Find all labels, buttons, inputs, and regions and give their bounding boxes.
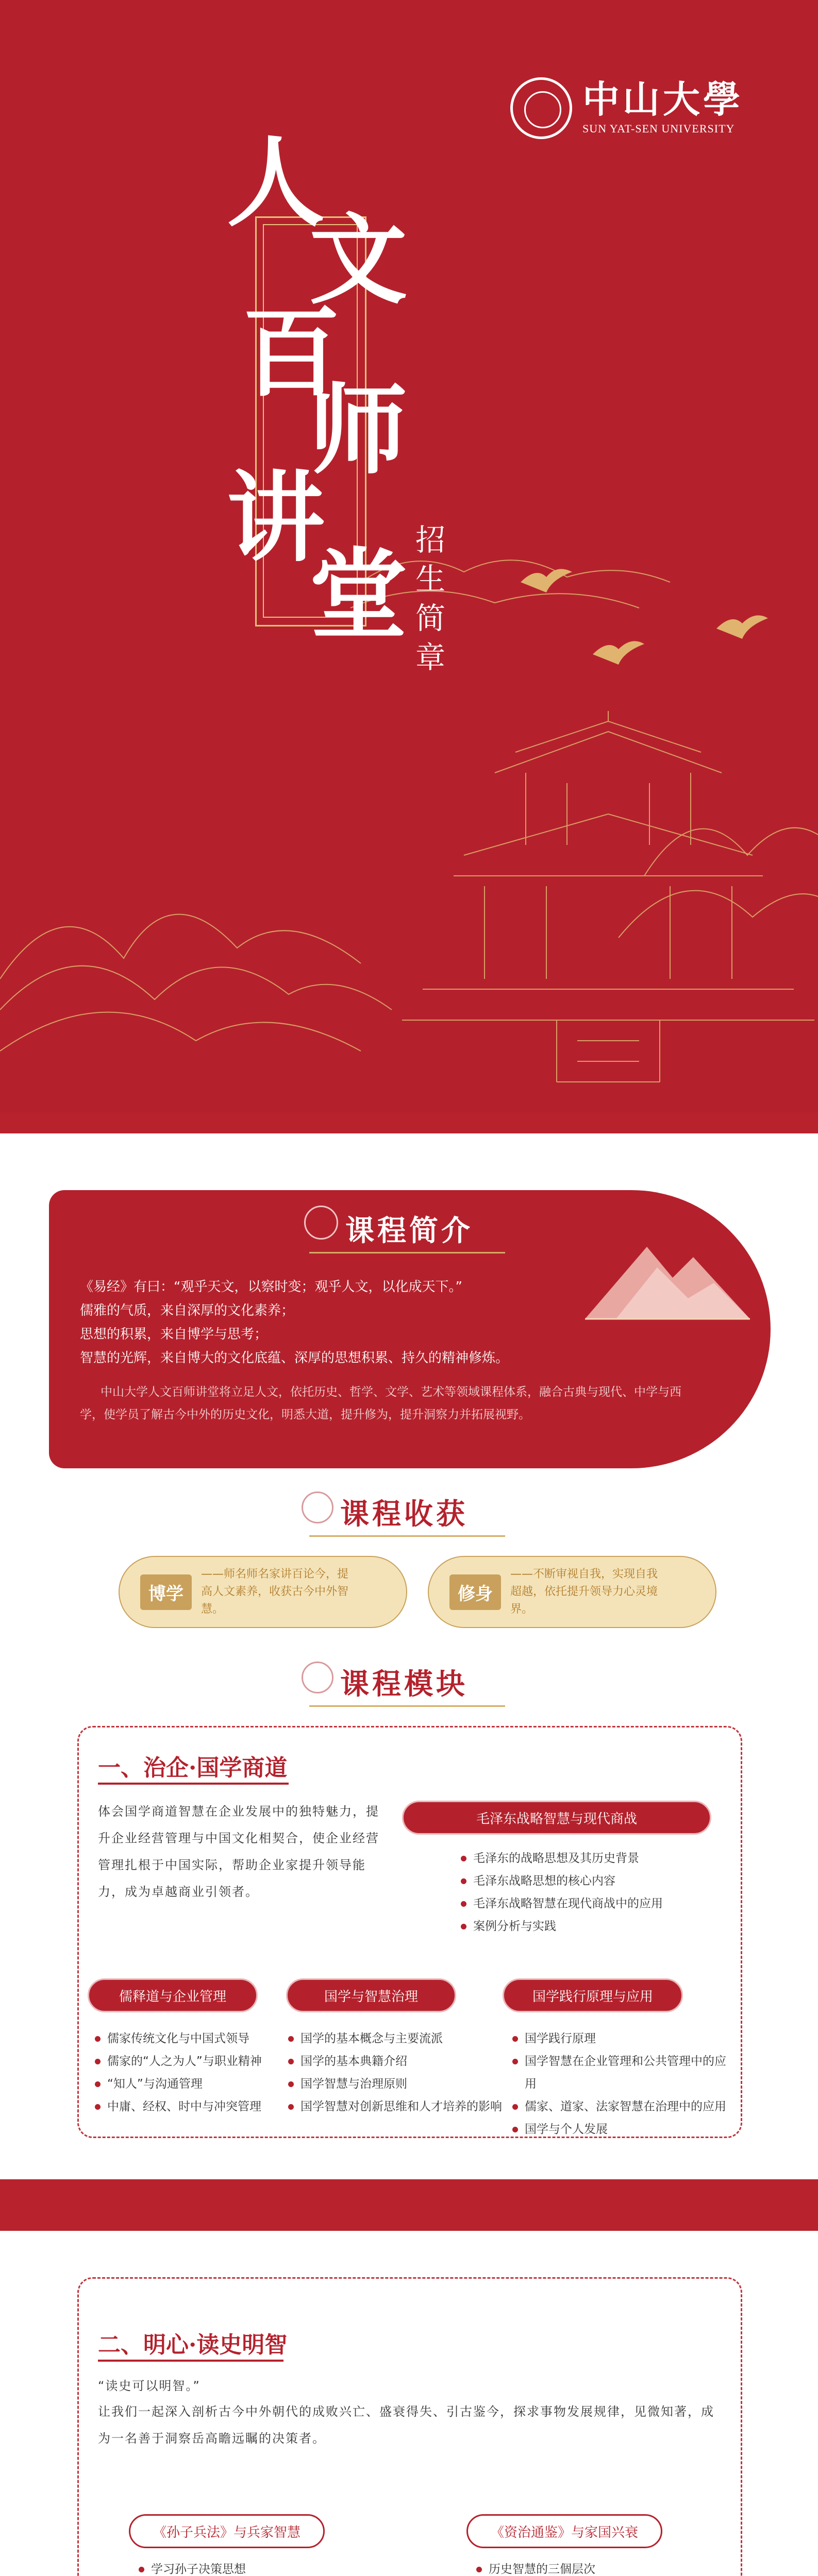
university-seal-icon <box>510 77 572 139</box>
list-item: 国学与个人发展 <box>510 2118 737 2141</box>
module-1-title: 一、治企·国学商道 <box>98 1755 288 1781</box>
list-item: 学习孙子决策思想 <box>137 2558 353 2576</box>
module-2-block-1-list <box>137 2558 353 2576</box>
module-2-block-1-pill: 《孙子兵法》与兵家智慧 <box>129 2514 325 2548</box>
list-item: “知人”与沟通管理 <box>93 2073 278 2095</box>
list-item: 案例分析与实践 <box>459 1915 727 1938</box>
subtitle-char-3: 简 <box>415 601 445 636</box>
title-char-3: 百 <box>242 295 341 410</box>
list-item: 儒家传统文化与中国式领导 <box>93 2027 278 2050</box>
list-item: 儒家、道家、法家智慧在治理中的应用 <box>510 2095 737 2118</box>
logo-en: SUN YAT-SEN UNIVERSITY <box>582 122 735 135</box>
list-item: 毛泽东战略智慧在现代商战中的应用 <box>459 1892 727 1915</box>
list-item: 国学智慧对创新思维和人才培养的影响 <box>286 2095 503 2118</box>
intro-line-2: 儒雅的气质，来自深厚的文化素养； <box>80 1303 295 1318</box>
intro-title-underline <box>309 1252 505 1253</box>
intro-seal-icon <box>304 1206 338 1240</box>
intro-title: 课程简介 <box>345 1214 473 1248</box>
module-1-col-1-pill: 儒释道与企业管理 <box>88 1978 258 2012</box>
list-item: 毛泽东的战略思想及其历史背景 <box>459 1847 727 1870</box>
module-2-para: 让我们一起深入剖析古今中外朝代的成败兴亡、盛衰得失、引古鉴今，探求事物发展规律，见微知著，成为一名善于洞察岳高瞻远瞩的决策者。 <box>98 2404 714 2446</box>
module-1-col-2-pill: 国学与智慧治理 <box>286 1978 456 2012</box>
gain-text-1: ——师名师名家讲百论今，提高人文素养，收获古今中外智慧。 <box>201 1568 349 1616</box>
module-1-col-1-list <box>93 2027 278 2118</box>
list-item: 国学智慧在企业管理和公共管理中的应用 <box>510 2050 737 2095</box>
module-1-para: 体会国学商道智慧在企业发展中的独特魅力，提升企业经营管理与中国文化相契合，使企业经营管理扎根于中国实际，帮助企业家提升领导能力，成为卓越商业引领者。 <box>98 1804 379 1899</box>
subtitle-char-1: 招 <box>415 522 445 557</box>
gain-card-1 <box>119 1556 407 1628</box>
gains-title-underline <box>309 1535 505 1537</box>
title-char-1: 人 <box>227 125 325 240</box>
module-1-right-pill: 毛泽东战略智慧与现代商战 <box>402 1801 711 1835</box>
module-1-col-3-pill: 国学践行原理与应用 <box>503 1978 683 2012</box>
subtitle-char-4: 章 <box>415 640 445 675</box>
modules-title: 课程模块 <box>340 1667 468 1701</box>
module-1-right-list <box>459 1847 727 1938</box>
modules-seal-icon <box>302 1662 333 1693</box>
intro-lines <box>80 1275 647 1370</box>
module-2-block-2-pill: 《资治通鉴》与家国兴衰 <box>466 2514 662 2548</box>
list-item: 儒家的“人之为人”与职业精神 <box>93 2050 278 2073</box>
module-1-underline <box>98 1783 289 1785</box>
intro-line-1: 《易经》有曰：“观乎天文，以察时变；观乎人文，以化成天下。” <box>80 1279 462 1295</box>
gain-key-1: 博学 <box>140 1574 192 1610</box>
list-item: 历史智慧的三個层次 <box>474 2558 701 2576</box>
title-char-6: 堂 <box>309 537 408 652</box>
hero-subtitle <box>412 520 448 677</box>
module-2-underline <box>98 2360 283 2362</box>
list-item: 毛泽东战略思想的核心内容 <box>459 1870 727 1892</box>
list-item: 国学践行原理 <box>510 2027 737 2050</box>
module-1-col-3-list <box>510 2027 737 2141</box>
module-2-title: 二、明心·读史明智 <box>98 2332 288 2358</box>
logo-cn: 中山大學 <box>582 77 744 121</box>
modules-title-underline <box>309 1705 505 1707</box>
module-2-block-2-list <box>474 2558 701 2576</box>
gains-seal-icon <box>302 1492 333 1523</box>
module-2-quote: “读史可以明智。” <box>98 2379 201 2393</box>
module-1-col-2-list <box>286 2027 503 2118</box>
hero-banner <box>0 0 818 1113</box>
list-item: 中庸、经权、时中与冲突管理 <box>93 2095 278 2118</box>
title-char-4: 师 <box>309 372 408 487</box>
gain-card-2 <box>428 1556 716 1628</box>
intro-desc: 中山大学人文百师讲堂将立足人文，依托历史、哲学、文学、艺术等领域课程体系，融合古典与现代、中学与西学，使学员了解古今中外的历史文化，明悉大道，提升修为，提升洞察力并拓展视野。 <box>80 1385 681 1421</box>
list-item: 国学的基本概念与主要流派 <box>286 2027 503 2050</box>
subtitle-char-2: 生 <box>415 562 445 597</box>
hero-decoration <box>0 0 818 1113</box>
list-item: 国学智慧与治理原则 <box>286 2073 503 2095</box>
gain-key-2: 修身 <box>449 1574 501 1610</box>
title-char-5: 讲 <box>227 460 325 575</box>
intro-line-3: 思想的积累，来自博学与思考； <box>80 1327 268 1342</box>
list-item: 国学的基本典籍介绍 <box>286 2050 503 2073</box>
gain-text-2: ——不断审视自我，实现自我超越，依托提升领导力心灵境界。 <box>510 1568 658 1616</box>
gains-title: 课程收获 <box>340 1497 468 1531</box>
university-logo <box>510 77 743 139</box>
intro-line-4: 智慧的光辉，来自博大的文化底蕴、深厚的思想积累、持久的精神修炼。 <box>80 1350 509 1366</box>
title-char-2: 文 <box>309 202 408 317</box>
